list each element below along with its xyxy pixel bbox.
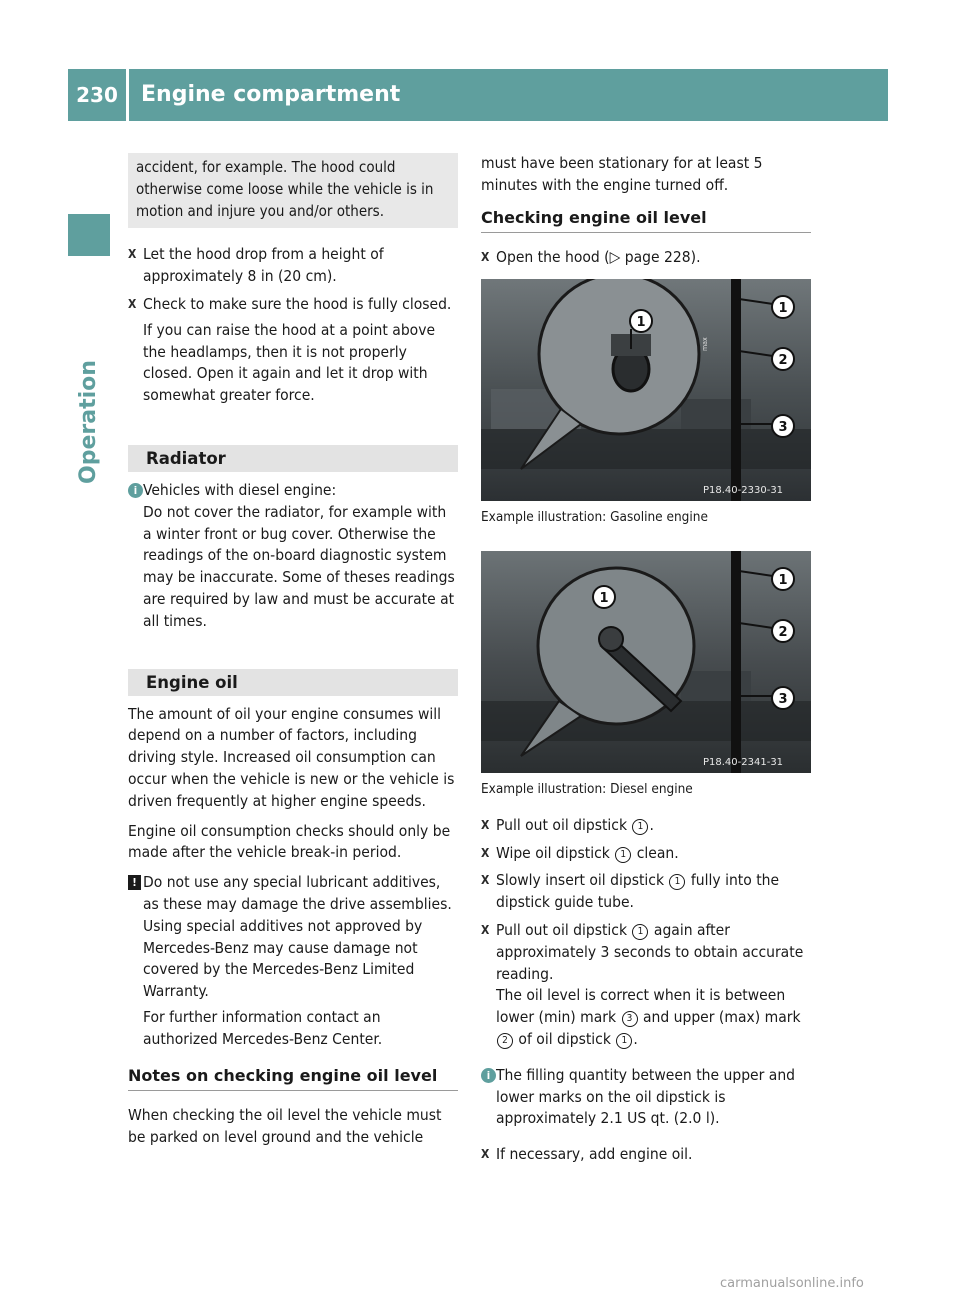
step-pull-out-again bbox=[481, 920, 811, 1051]
info-icon: i bbox=[481, 1068, 496, 1083]
side-tab-marker bbox=[68, 214, 110, 256]
callout-2: 2 bbox=[778, 353, 788, 369]
filling-quantity-note bbox=[481, 1065, 811, 1130]
step-add-engine-oil bbox=[481, 1144, 811, 1166]
engine-oil-paragraph: Engine oil consumption checks should only be made after the vehicle break-in period. bbox=[128, 821, 451, 862]
image-caption: Example illustration: Gasoline engine bbox=[481, 509, 708, 526]
gasoline-engine-illustration bbox=[481, 279, 811, 501]
gasoline-engine-photo bbox=[481, 279, 811, 501]
step-open-hood bbox=[481, 247, 811, 269]
callout-2: 2 bbox=[778, 624, 788, 640]
step-text: Check to make sure the hood is fully closed. bbox=[143, 294, 452, 313]
step-insert-dipstick bbox=[481, 870, 811, 914]
step-text: Let the hood drop from a height of approximately 8 in (20 cm). bbox=[143, 245, 384, 286]
step-text: Slowly insert oil dipstick bbox=[496, 871, 669, 890]
warning-text: accident, for example. The hood could otherwise come loose while the vehicle is in motion and injure you and/or others. bbox=[136, 158, 434, 220]
callout-3: 3 bbox=[622, 1011, 638, 1027]
caution-note bbox=[128, 872, 458, 1050]
section-radiator: Radiator bbox=[128, 445, 458, 472]
left-column bbox=[128, 153, 458, 1157]
step-text: The oil level is correct when it is between lower (min) mark bbox=[496, 986, 786, 1027]
info-icon: i bbox=[128, 483, 143, 498]
page-title: Engine compartment bbox=[141, 82, 401, 107]
step-text: of oil dipstick bbox=[514, 1029, 616, 1048]
note-text: The filling quantity between the upper and lower marks on the oil dipstick is approximately 2.1 US qt. (2.0 l). bbox=[496, 1065, 796, 1128]
step-text: . bbox=[633, 1029, 638, 1048]
caution-continuation: For further information contact an authorized Mercedes-Benz Center. bbox=[143, 1007, 383, 1048]
callout-2: 2 bbox=[497, 1033, 513, 1049]
image-code: P18.40-2330-31 bbox=[703, 485, 784, 497]
page-number: 230 bbox=[76, 83, 118, 107]
diesel-engine-illustration bbox=[481, 551, 811, 773]
step-text: fully into the dipstick guide tube. bbox=[496, 871, 780, 912]
svg-text:max: max bbox=[701, 337, 709, 352]
callout-1: 1 bbox=[669, 874, 685, 890]
step-text: clean. bbox=[632, 843, 679, 862]
radiator-note bbox=[128, 480, 458, 633]
step-text: If necessary, add engine oil. bbox=[496, 1145, 693, 1164]
note-text: Vehicles with diesel engine: bbox=[143, 480, 337, 499]
side-tab-label: Operation bbox=[76, 360, 101, 484]
step-wipe-dipstick bbox=[481, 843, 811, 865]
step-text: Open the hood ( bbox=[496, 248, 610, 267]
callout-1: 1 bbox=[778, 301, 788, 317]
footer-watermark: carmanualsonline.info bbox=[720, 1276, 864, 1291]
step-text: Pull out oil dipstick bbox=[496, 920, 632, 939]
note-text-cont: Do not cover the radiator, for example with a winter front or bug cover. Otherwise the readings of the on-board diagnostic system may be inaccurate. Some of theses readings are required by law and must be accurate at all times. bbox=[143, 502, 455, 630]
step-text: Wipe oil dipstick bbox=[496, 843, 615, 862]
page-ref-arrow-icon: ▷ bbox=[609, 248, 621, 267]
step-check-hood-closed bbox=[128, 294, 458, 407]
step-text: . bbox=[649, 815, 654, 834]
step-text: again after approximately 3 seconds to obtain accurate reading. bbox=[496, 920, 804, 983]
step-pull-out-dipstick bbox=[481, 815, 811, 837]
callout-1: 1 bbox=[615, 847, 631, 863]
section-engine-oil: Engine oil bbox=[128, 669, 458, 696]
callout-3: 3 bbox=[778, 420, 788, 436]
step-let-hood-drop bbox=[128, 244, 458, 288]
engine-oil-paragraph: The amount of oil your engine consumes will depend on a number of factors, including driving style. Increased oil consumption can occur when the vehicle is new or the vehicle is driven frequently at higher engine speeds. bbox=[128, 704, 455, 810]
step-text: and upper (max) mark bbox=[638, 1008, 801, 1027]
callout-1: 1 bbox=[632, 819, 648, 835]
exclamation-icon: ! bbox=[128, 875, 141, 890]
notes-paragraph: When checking the oil level the vehicle must be parked on level ground and the vehicle bbox=[128, 1106, 442, 1147]
callout-1: 1 bbox=[778, 572, 788, 588]
subsection-checking-oil-level: Checking engine oil level bbox=[481, 207, 811, 234]
step-text: Pull out oil dipstick bbox=[496, 815, 632, 834]
image-caption: Example illustration: Diesel engine bbox=[481, 780, 693, 797]
right-column bbox=[481, 153, 811, 1172]
continued-paragraph: must have been stationary for at least 5 minutes with the engine turned off. bbox=[481, 154, 763, 194]
callout-3: 3 bbox=[778, 691, 788, 707]
step-continuation: If you can raise the hood at a point above the headlamps, then it is not properly closed. Open it again and let it drop with somewhat greater force. bbox=[143, 320, 436, 405]
warning-box bbox=[128, 153, 458, 228]
step-text: page 228). bbox=[620, 248, 701, 267]
callout-1: 1 bbox=[636, 315, 646, 331]
subsection-notes-oil-level: Notes on checking engine oil level bbox=[128, 1065, 458, 1092]
diesel-engine-photo bbox=[481, 551, 811, 773]
callout-1: 1 bbox=[599, 590, 609, 606]
callout-1: 1 bbox=[616, 1033, 632, 1049]
callout-1: 1 bbox=[632, 924, 648, 940]
image-code: P18.40-2341-31 bbox=[703, 756, 784, 768]
caution-text: Do not use any special lubricant additives, as these may damage the drive assemblies. Using special additives not approved by Mercedes-Benz may cause damage not covered by the Mercedes-Benz Limited Warranty. bbox=[143, 873, 452, 1001]
header-divider bbox=[126, 69, 129, 121]
